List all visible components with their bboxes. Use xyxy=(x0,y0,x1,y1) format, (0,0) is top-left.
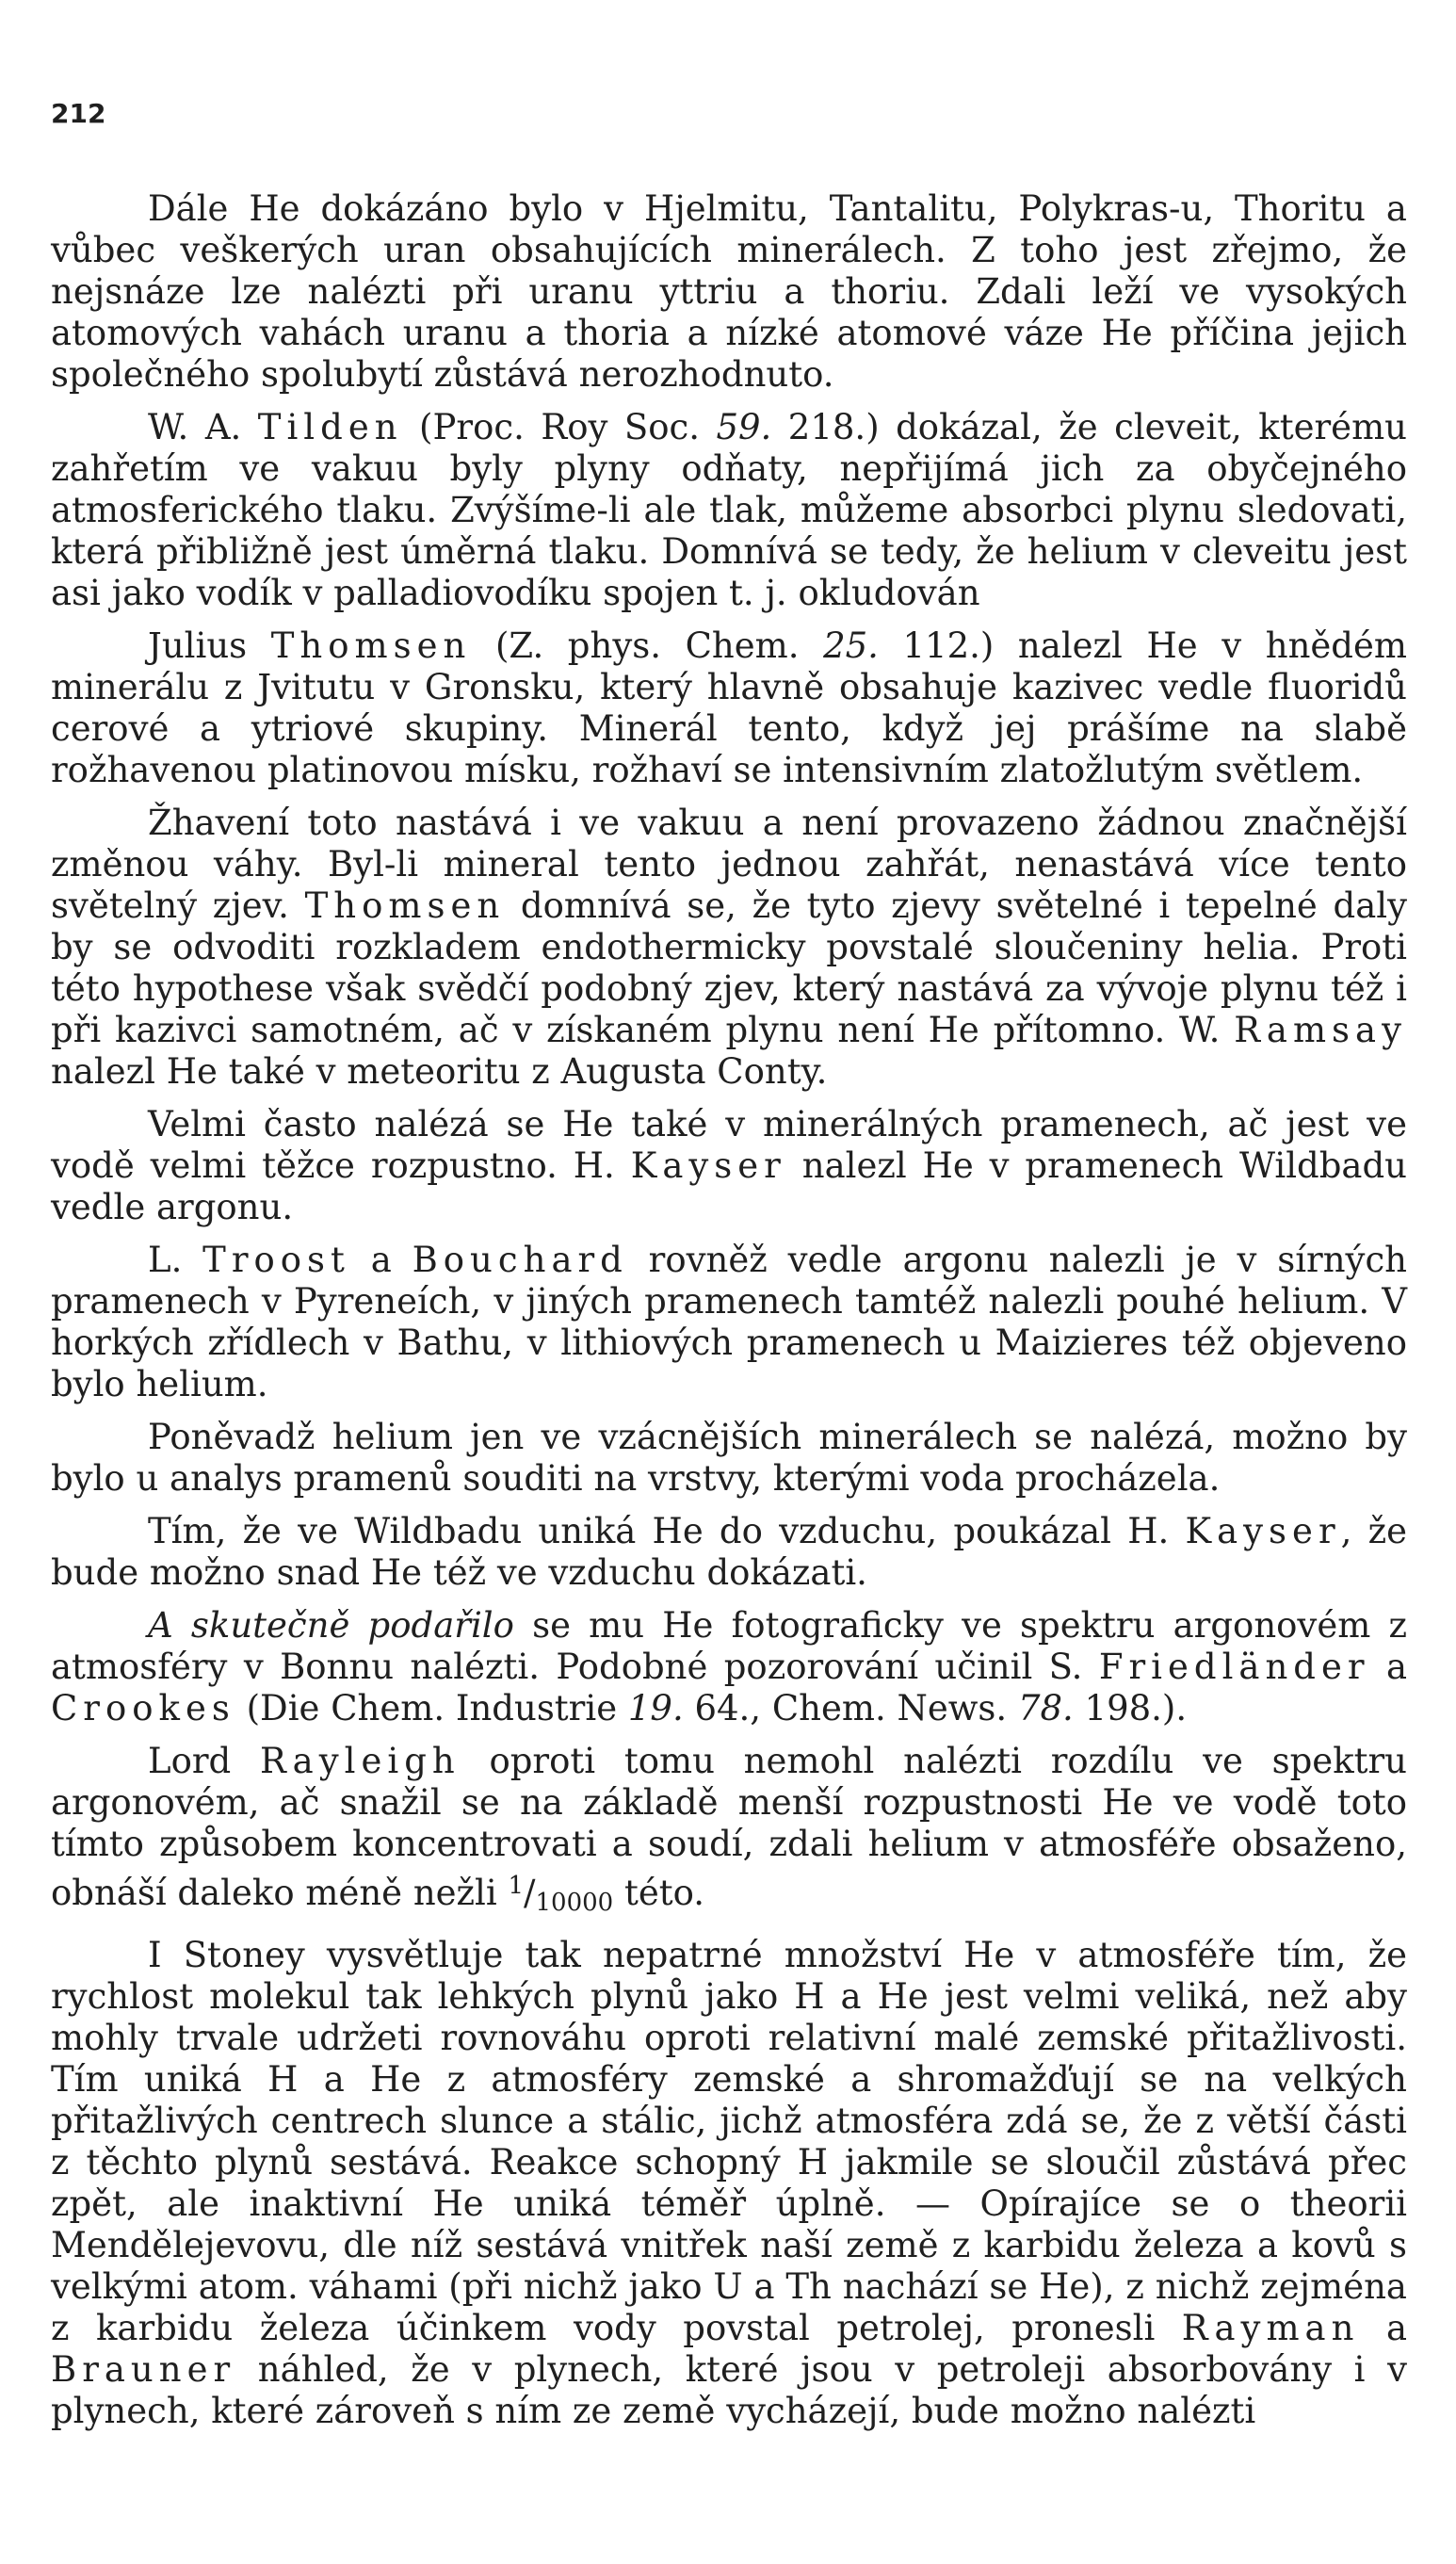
page-number: 212 xyxy=(51,98,106,129)
volume-number: 19. xyxy=(627,1688,684,1728)
author-name: Brauner xyxy=(51,2349,236,2390)
author-name: Rayman xyxy=(1181,2308,1360,2348)
paragraph-troost-bouchard: L. Troost a Bouchard rovněž vedle argonu nalezli je v sírných pramenech v Pyreneích, v jiných pramenech tamtéž nalezli pouhé helium. V horkých zřídlech v Bathu, v lithiových pramenech u Maizieres též objeveno bylo helium. xyxy=(51,1240,1407,1404)
author-name: Ramsay xyxy=(1234,1010,1407,1050)
paragraph-mineral-springs: Velmi často nalézá se He také v minerálných pramenech, ač jest ve vodě velmi těžce rozpustno. H. Kayser nalezl He v pramenech Wildbadu vedle argonu. xyxy=(51,1104,1407,1227)
paragraph-atmosphere: A skutečně podařilo se mu He fotograficky ve spektru argonovém z atmosféry v Bonnu nalézti. Podobné pozorování učinil S. Friedländer a Crookes (Die Chem. Industrie 19. 64., Chem. News. 78. 198.). xyxy=(51,1605,1408,1728)
paragraph-tilden: W. A. Tilden (Proc. Roy Soc. 59. 218.) dokázal, že cleveit, kterému zahřetím ve vakuu byly plyny odňaty, nepřijímá jich za obyčejného atmosferického tlaku. Zvýšíme-li ale tlak, můžeme absorbci plynu sledovati, která přibližně jest úměrná tlaku. Domnívá se tedy, že helium v cleveitu jest asi jako vodík v palladiovodíku spojen t. j. okludován xyxy=(51,407,1407,613)
volume-number: 78. xyxy=(1017,1688,1074,1728)
paragraph-wildbad: Tím, že ve Wildbadu uniká He do vzduchu, poukázal H. Kayser, že bude možno snad He též ve vzduchu dokázati. xyxy=(51,1511,1407,1593)
paragraph-analysis: Poněvadž helium jen ve vzácnějších minerálech se nalézá, možno by bylo u analys pramenů souditi na vrstvy, kterými voda procházela. xyxy=(51,1417,1407,1499)
author-name: Kayser xyxy=(630,1145,786,1186)
author-name: Tilden xyxy=(257,407,403,447)
author-name: Troost xyxy=(202,1240,350,1280)
author-name: Friedländer xyxy=(1098,1647,1370,1687)
fraction-numerator: 1 xyxy=(508,1872,525,1900)
author-name: Rayleigh xyxy=(259,1741,461,1781)
paragraph-helium-minerals: Dále He dokázáno bylo v Hjelmitu, Tantalitu, Polykras-u, Thoritu a vůbec veškerých uran obsahujících minerálech. Z toho jest zřejmo, že nejsnáze lze nalézti při uranu yttriu a thoriu. Zdali leží ve vysokých atomových vahách uranu a thoria a nízké atomové váze He příčina jejich společného spolubytí zůstává nerozhodnuto. xyxy=(51,188,1407,395)
author-name: Thomsen xyxy=(304,885,506,926)
paragraph-stoney: I Stoney vysvětluje tak nepatrné množství He v atmosféře tím, že rychlost molekul tak lehkých plynů jako H a He jest velmi veliká, než aby mohly trvale udržeti rovnováhu oproti relativní malé zemské přitažlivosti. Tím uniká H a He z atmosféry zemské a shromažďují se na velkých přitažlivých centrech slunce a stálic, jichž atmosféra zdá se, že z větší části z těchto plynů sestává. Reakce schopný H jakmile se sloučil zůstává přec zpět, ale inaktivní He uniká téměř úplně. — Opírajíce se o theorii Mendělejevovu, dle níž sestává vnitřek naší země z karbidu železa a kovů s velkými atom. váhami (při nichž jako U a Th nachází se He), z nichž zejména z karbidu železa účinkem vody povstal petrolej, pronesli Rayman a Brauner náhled, že v plynech, které jsou v petroleji absorbovány i v plynech, které zároveň s ním ze země vycházejí, bude možno nalézti xyxy=(51,1935,1407,2431)
volume-number: 25. xyxy=(823,625,879,666)
author-name: Kayser xyxy=(1185,1511,1341,1551)
fraction-denominator: 10000 xyxy=(535,1889,614,1917)
author-name: Crookes xyxy=(51,1688,235,1728)
paragraph-glowing: Žhavení toto nastává i ve vakuu a není provazeno žádnou značnější změnou váhy. Byl-li mineral tento jednou zahřát, nenastává více tento světelný zjev. Thomsen domnívá se, že tyto zjevy světelné i tepelné daly by se odvoditi rozkladem endothermicky povstalé sloučeniny helia. Proti této hypothese však svědčí podobný zjev, který nastává za vývoje plynu též i při kazivci samotném, ač v získaném plynu není He přítomno. W. Ramsay nalezl He také v meteoritu z Augusta Conty. xyxy=(51,803,1407,1092)
paragraph-thomsen: Julius Thomsen (Z. phys. Chem. 25. 112.) nalezl He v hnědém minerálu z Jvitutu v Gronsku, který hlavně obsahuje kazivec vedle fluoridů cerové a ytriové skupiny. Minerál tento, když jej prášíme na slabě rožhavenou platinovou mísku, rožhaví se intensivním zlatožlutým světlem. xyxy=(51,625,1407,790)
page-body xyxy=(51,188,1407,2432)
paragraph-rayleigh: Lord Rayleigh oproti tomu nemohl nalézti rozdílu ve spektru argonovém, ač snažil se na základě menší rozpustnosti He ve vodě toto tímto způsobem koncentrovati a soudí, zdali helium v atmosféře obsaženo, obnáší daleko méně nežli $^1/_{10000}$ této. xyxy=(51,1741,1407,1917)
author-name: Thomsen xyxy=(270,625,472,666)
volume-number: 59. xyxy=(716,407,772,447)
author-name: Bouchard xyxy=(412,1240,628,1280)
